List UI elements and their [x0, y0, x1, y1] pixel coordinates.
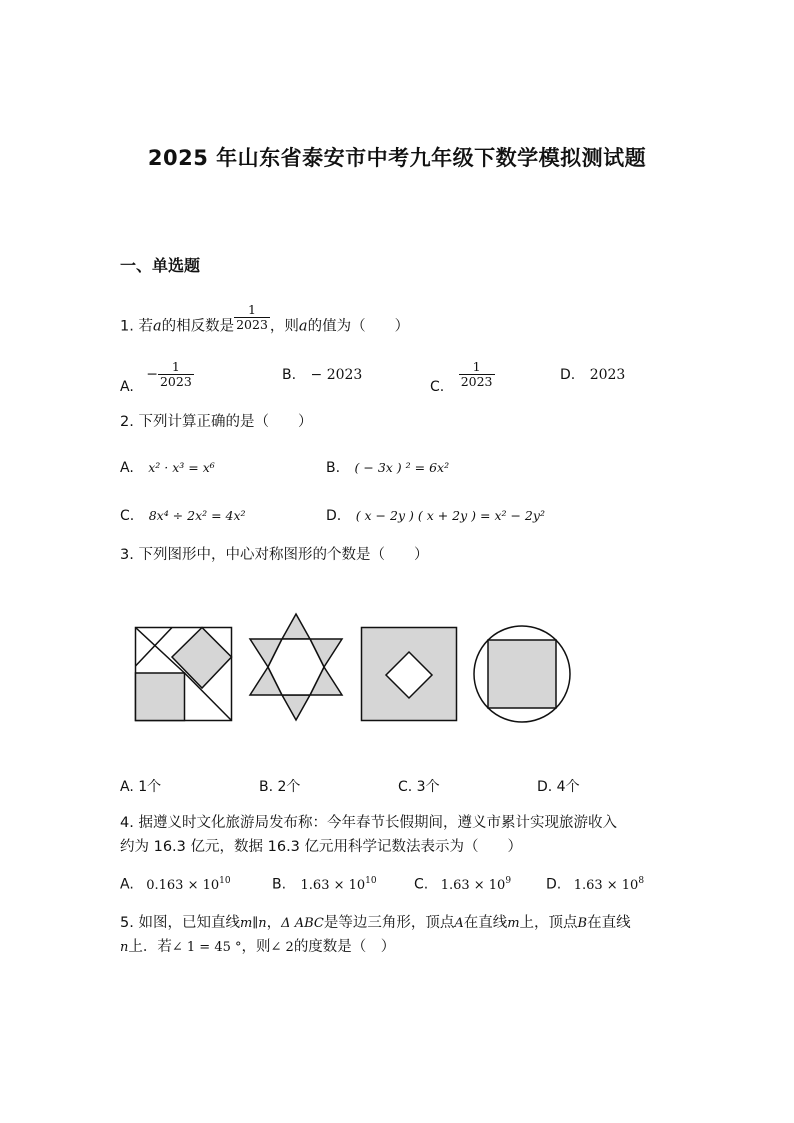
q5-angle-1: ∠ 1 = 45 °	[171, 940, 242, 955]
option-label: A.	[120, 460, 134, 476]
option-exponent: 9	[505, 876, 512, 886]
q2-option-a[interactable]	[120, 460, 215, 476]
q5-text: ，则	[241, 939, 271, 955]
q1-option-b[interactable]	[282, 367, 362, 383]
q4-option-a[interactable]	[120, 876, 231, 893]
option-label: B.	[282, 367, 297, 383]
option-expression: 8x⁴ ÷ 2x² = 4x²	[148, 508, 246, 523]
q3-option-b[interactable]: B. 2个	[259, 779, 301, 795]
q2-option-b[interactable]	[326, 460, 449, 476]
question-5-line-2	[120, 935, 395, 960]
figure-3-square-diamond	[360, 626, 458, 722]
question-2: 2. 下列计算正确的是（ ）	[120, 414, 313, 430]
option-value: − 2023	[310, 367, 363, 383]
option-label: D.	[560, 367, 576, 383]
option-exponent: 8	[638, 876, 645, 886]
q5-point-a: A	[454, 916, 464, 931]
frac-den: 2023	[159, 374, 192, 389]
q5-angle-2: ∠ 2	[270, 940, 294, 955]
option-label: C.	[414, 876, 429, 893]
q1-var2: a	[298, 318, 308, 335]
option-exponent: 10	[365, 876, 377, 886]
q5-line-m: m	[507, 916, 520, 931]
q5-text: 在直线	[587, 915, 631, 931]
q5-line-n: n	[120, 940, 129, 955]
q4-option-d[interactable]	[546, 876, 644, 893]
option-label: A.	[120, 876, 134, 893]
q2-option-c[interactable]	[120, 508, 246, 524]
q1-frac-num: 1	[248, 302, 256, 317]
figure-1-square-tangram	[134, 626, 234, 722]
q5-triangle: Δ ABC	[281, 916, 324, 931]
option-value: 2023	[589, 367, 626, 383]
q1-option-c[interactable]	[430, 359, 495, 395]
figure-4-circle-square	[472, 624, 572, 724]
option-expression: ( − 3x ) ² = 6x²	[354, 460, 450, 475]
figure-2-hexagram	[246, 612, 346, 722]
option-label: C.	[430, 378, 445, 395]
q5-text: 5. 如图，已知直线	[120, 915, 240, 931]
option-label: B.	[272, 876, 287, 893]
question-4-line-1: 4. 据遵义时文化旅游局发布称：今年春节长假期间，遵义市累计实现旅游收入	[120, 815, 617, 831]
q1-a-fraction	[158, 360, 194, 389]
q1-option-a[interactable]	[120, 359, 194, 395]
q5-parallel: m∥n	[239, 916, 267, 931]
question-5-line-1	[120, 911, 631, 936]
frac-num: 1	[171, 359, 180, 374]
page-title: 2025 年山东省泰安市中考九年级下数学模拟测试题	[147, 146, 647, 170]
q1-c-fraction	[459, 360, 495, 389]
q4-option-c[interactable]	[414, 876, 511, 893]
q1-option-d[interactable]	[560, 367, 625, 383]
option-label: C.	[120, 508, 135, 524]
q1-text-pre: 若	[138, 318, 153, 335]
q5-text: ，	[266, 915, 282, 931]
q1-text-post1: ，则	[269, 318, 299, 335]
option-exponent: 10	[219, 876, 231, 886]
q4-option-b[interactable]	[272, 876, 377, 893]
option-label: D.	[326, 508, 342, 524]
q3-option-c[interactable]: C. 3个	[398, 779, 440, 795]
option-base: 0.163 × 10	[146, 877, 220, 893]
option-base: 1.63 × 10	[573, 877, 639, 893]
section-heading: 一、单选题	[120, 256, 201, 275]
option-label: A.	[120, 378, 134, 395]
q5-point-b: B	[577, 916, 588, 931]
frac-num: 1	[472, 359, 481, 374]
option-expression: ( x − 2y ) ( x + 2y ) = x² − 2y²	[355, 508, 545, 523]
frac-den: 2023	[460, 374, 493, 389]
option-label: D.	[546, 876, 562, 893]
option-expression: x² · x³ = x⁶	[148, 460, 215, 475]
option-base: 1.63 × 10	[300, 877, 366, 893]
question-1	[120, 302, 410, 341]
q5-text: 是等边三角形，顶点	[323, 915, 455, 931]
q5-text: 在直线	[463, 915, 508, 931]
option-base: 1.63 × 10	[440, 877, 506, 893]
q1-text-post2: 的值为（ ）	[307, 318, 410, 335]
q1-var: a	[152, 318, 162, 335]
question-3: 3. 下列图形中，中心对称图形的个数是（ ）	[120, 547, 429, 563]
q1-number: 1.	[120, 318, 134, 335]
q1-text-mid: 的相反数是	[161, 318, 235, 335]
q2-option-d[interactable]	[326, 508, 545, 524]
q1-fraction	[234, 303, 270, 332]
q1-frac-den: 2023	[236, 317, 268, 332]
question-4-line-2: 约为 16.3 亿元，数据 16.3 亿元用科学记数法表示为（ ）	[120, 839, 523, 855]
q3-option-d[interactable]: D. 4个	[537, 779, 580, 795]
option-sign: −	[146, 366, 158, 383]
q5-text: 上．若	[128, 939, 172, 955]
option-label: B.	[326, 460, 341, 476]
q5-text: 的度数是（ ）	[293, 939, 396, 955]
q5-text: 上，顶点	[519, 915, 578, 931]
q3-option-a[interactable]: A. 1个	[120, 779, 162, 795]
